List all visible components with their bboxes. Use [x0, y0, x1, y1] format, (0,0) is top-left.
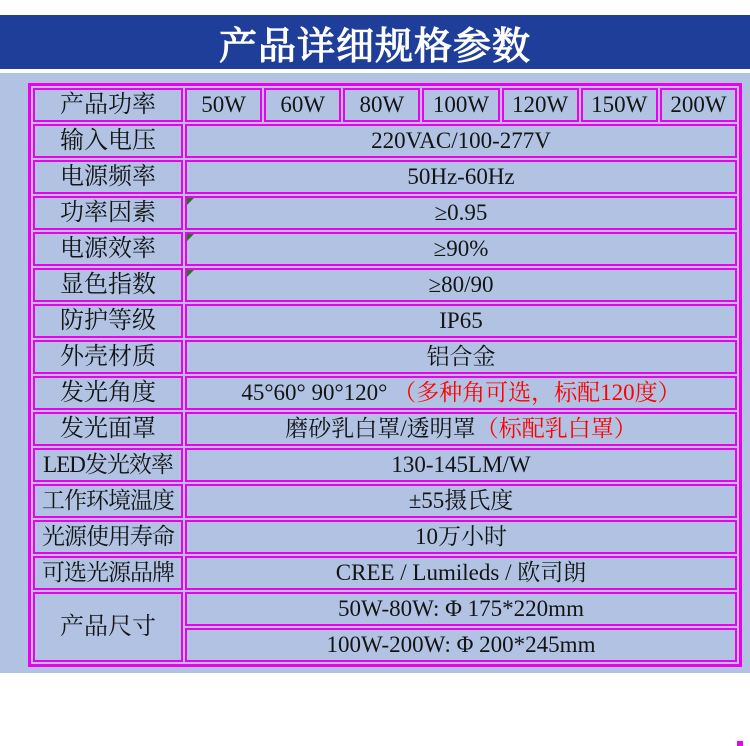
- spec-row-operating-temp: [33, 484, 737, 518]
- row-label: 电源频率: [33, 160, 183, 194]
- power-row-label: 产品功率: [33, 88, 183, 122]
- title-bar: [0, 15, 750, 69]
- page-title: 产品详细规格参数: [218, 25, 531, 68]
- value-text: ±55摄氏度: [408, 488, 514, 514]
- value-text: 130-145LM/W: [391, 452, 531, 478]
- spec-row-beam-angle: [33, 376, 737, 410]
- spec-row-ip-rating: [33, 304, 737, 338]
- power-option-60w: 60W: [264, 88, 341, 122]
- spec-panel: [0, 73, 750, 673]
- row-value: [185, 232, 737, 266]
- row-value: [185, 556, 737, 590]
- spec-row-input-voltage: [33, 124, 737, 158]
- value-text: CREE / Lumileds / 欧司朗: [335, 560, 587, 586]
- spec-row-dimensions-1: [33, 592, 737, 626]
- value-note: （标配乳白罩）: [475, 416, 637, 442]
- row-value: [185, 592, 737, 626]
- power-row: [33, 88, 737, 122]
- row-label: 功率因素: [33, 196, 183, 230]
- value-text: 铝合金: [426, 344, 496, 370]
- row-label: 发光角度: [33, 376, 183, 410]
- row-value: [185, 520, 737, 554]
- value-text: 10万小时: [415, 524, 507, 550]
- power-option-150w: 150W: [581, 88, 658, 122]
- spec-row-led-efficacy: [33, 448, 737, 482]
- row-value: [185, 448, 737, 482]
- green-corner-marker-icon: [187, 198, 194, 205]
- row-value: [185, 268, 737, 302]
- row-value: [185, 340, 737, 374]
- row-label: 输入电压: [33, 124, 183, 158]
- row-value: [185, 160, 737, 194]
- row-label: 显色指数: [33, 268, 183, 302]
- green-corner-marker-icon: [187, 234, 194, 241]
- row-label: 产品尺寸: [33, 592, 183, 662]
- value-text: ≥0.95: [434, 200, 488, 226]
- row-label: 光源使用寿命: [33, 520, 183, 554]
- power-option-100w: 100W: [422, 88, 499, 122]
- row-value: [185, 412, 737, 446]
- value-note: （多种角可选，标配120度）: [393, 380, 681, 406]
- row-value: [185, 376, 737, 410]
- spec-row-lifespan: [33, 520, 737, 554]
- spec-row-led-brands: [33, 556, 737, 590]
- row-value: [185, 124, 737, 158]
- green-corner-marker-icon: [187, 270, 194, 277]
- row-label: LED发光效率: [33, 448, 183, 482]
- power-option-50w: 50W: [185, 88, 262, 122]
- row-value: [185, 484, 737, 518]
- value-text: ≥90%: [433, 236, 489, 262]
- spec-row-housing-material: [33, 340, 737, 374]
- value-text: IP65: [439, 308, 483, 334]
- row-label: 发光面罩: [33, 412, 183, 446]
- value-text: 220VAC/100-277V: [371, 128, 551, 154]
- row-value: [185, 304, 737, 338]
- spec-row-cri: [33, 268, 737, 302]
- power-option-120w: 120W: [502, 88, 579, 122]
- power-option-200w: 200W: [660, 88, 737, 122]
- row-label: 工作环境温度: [33, 484, 183, 518]
- next-table-fragment: [737, 741, 743, 746]
- value-text: 50Hz-60Hz: [407, 164, 515, 190]
- spec-row-efficiency: [33, 232, 737, 266]
- row-label: 电源效率: [33, 232, 183, 266]
- value-text: 100W-200W: Φ 200*245mm: [326, 632, 596, 658]
- value-text: 50W-80W: Φ 175*220mm: [338, 596, 584, 622]
- spec-row-power-factor: [33, 196, 737, 230]
- spec-row-frequency: [33, 160, 737, 194]
- spec-table: [28, 83, 742, 667]
- power-option-80w: 80W: [343, 88, 420, 122]
- value-text: 磨砂乳白罩/透明罩: [285, 416, 476, 442]
- spec-row-cover: [33, 412, 737, 446]
- value-text: 45°60° 90°120°: [241, 380, 394, 406]
- value-text: ≥80/90: [428, 272, 494, 298]
- row-value: [185, 628, 737, 662]
- row-label: 可选光源品牌: [33, 556, 183, 590]
- row-value: [185, 196, 737, 230]
- row-label: 外壳材质: [33, 340, 183, 374]
- row-label: 防护等级: [33, 304, 183, 338]
